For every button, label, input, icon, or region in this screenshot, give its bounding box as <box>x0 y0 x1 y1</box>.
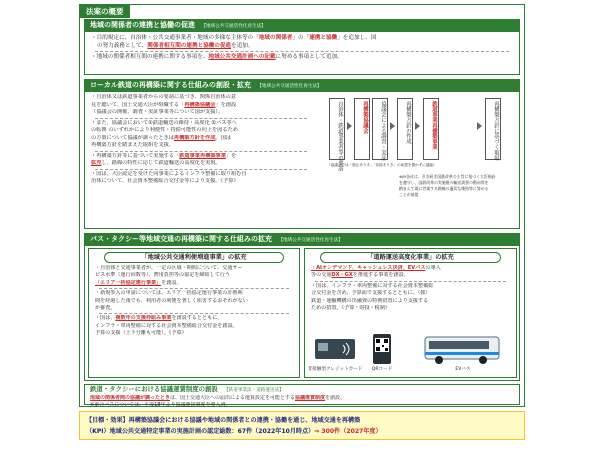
section-negotiated-fare <box>84 384 520 408</box>
body-line <box>91 109 311 117</box>
text: の努力義務として、 <box>97 43 148 50</box>
text: を創設。 <box>325 395 346 401</box>
qr-code-icon <box>367 333 397 365</box>
text: ・新規参入の申請については、エリア一括協定運行事業の計画期 <box>95 290 243 297</box>
flow-note: （協議会では「廃止ありき」「存続ありき」の前提を置かずに議論） <box>327 163 437 167</box>
body-line <box>91 160 311 168</box>
divider <box>95 151 307 152</box>
ev-bus-icon <box>423 333 503 365</box>
emphasis-text: 関係者相互間の連携と協働の促進 <box>147 43 232 50</box>
summary-frame <box>79 4 525 407</box>
section-law-note: 【地域公共交通活性化再生法】 <box>257 84 322 89</box>
body-line <box>91 127 311 135</box>
section-title <box>85 20 519 32</box>
text: を推進する事業を創設。 <box>352 272 409 279</box>
body-line <box>91 135 311 143</box>
emphasis-text: 「エリア一括協定運行事業」 <box>95 279 162 286</box>
goal-text: 【目標・効果】再構築協議会における協議や地域の関係者との連携・協働を通じ、地域交通を再構築 <box>86 417 361 424</box>
text: ※乗合バスについては、平成18年より協議運賃制度を導入済。 <box>90 401 231 408</box>
text: ・自治体又は鉄道事業者からの要請に基づき、関係自治体の意 <box>91 94 237 100</box>
emphasis-text: ・AIオンデマンド、キャッシュレス決済、EVバス <box>311 265 426 271</box>
text: 」を追加し、国 <box>337 35 377 41</box>
body-line <box>91 178 311 186</box>
text: 」の「 <box>292 35 310 41</box>
image-caption: 非接触型クレジットカード <box>307 367 363 372</box>
kpi-text: （KPI）地域公共交通特定事業の実施計画の認定総数：67件（2022年10月時点） <box>86 428 315 435</box>
text: し、路線の特性に応じて鉄道輸送の高度化を実現。 <box>101 160 221 167</box>
kpi-box <box>79 411 525 440</box>
section-law-note: 【地域公共交通活性化再生法】 <box>201 24 266 29</box>
flow-arrow <box>415 122 420 130</box>
section-title <box>85 80 519 92</box>
body-line <box>91 53 513 61</box>
divider <box>99 288 289 289</box>
text: は、国土交通大臣への届出による運賃設定を可能とする <box>170 395 296 401</box>
emphasis-text: 地域公共交通計画への記載 <box>208 54 276 61</box>
text: 踏まえて現に営業する路線の適切な維持等に努める <box>399 186 489 191</box>
text: 予算の支援（上下分離も可能）。《予算》 <box>95 330 187 336</box>
emphasis-text: 拡充 <box>91 160 102 167</box>
text: 鉄道・運輸機構の出融資の特例措置により支援する <box>311 297 429 304</box>
text: の導入 <box>425 265 441 271</box>
flow-arrow <box>477 122 482 130</box>
text: を創設するとともに、 <box>171 315 223 322</box>
kpi-target: ⇒ 300件（2027年度） <box>314 428 382 435</box>
section-collaboration <box>84 19 520 75</box>
subsection-body <box>89 265 299 338</box>
divider <box>95 51 509 52</box>
body-line <box>91 34 513 42</box>
emphasis-text: DX・GX <box>331 272 353 279</box>
body-line <box>91 102 311 110</box>
body-line <box>311 265 510 272</box>
body-line <box>311 272 510 279</box>
emphasis-text: 鉄道事業再構築事業 <box>179 152 226 159</box>
body-line <box>95 315 293 322</box>
text: の方策について協議が調ったときは <box>91 134 174 141</box>
text: 。国は <box>215 134 231 141</box>
text: ・また、協議会において①鉄道輸送の維持・高度化 ②バス等へ <box>91 119 237 126</box>
text: 見を聴いて、国土交通大臣が組織する「 <box>91 101 185 108</box>
divider <box>99 313 289 314</box>
subsection-title: 「地域公共交通利便増進事業」の拡充 <box>104 252 285 263</box>
text: 合交付金を含め、予算面で支援するとともに、（独） <box>311 290 431 297</box>
subsection-title: 「道路運送高度化事業」の拡充 <box>320 252 501 263</box>
body-line <box>91 142 311 150</box>
section-law-note: 【鉄道事業法・道路運送法】 <box>224 388 284 393</box>
divider <box>315 281 506 282</box>
emphasis-text: 再構築方針を作成 <box>173 134 216 141</box>
section-body <box>85 92 317 187</box>
section-title <box>85 385 519 395</box>
section-body <box>85 395 519 408</box>
text: 」を <box>225 152 237 159</box>
body-line <box>91 120 311 128</box>
text: ※JR各社は、引き続き国鉄改革の主旨に基づく大臣指針 <box>399 174 496 179</box>
kpi-line <box>86 426 518 437</box>
text: 」を創設 <box>215 101 237 108</box>
flow-step-policy: 再構築方針の作成 <box>397 98 413 160</box>
text: を遵守し、国鉄改革の実施後の輸送需要の動向等を <box>399 180 489 185</box>
text: ・再構築方針等に基づいて実施する「 <box>91 152 180 159</box>
image-caption: EVバス <box>455 367 471 372</box>
section-title-text: 地域の関係者の連携と協働の促進 <box>90 21 195 29</box>
text: （協議会の開催、調査・実証事業等について国が支援）。 <box>91 109 224 116</box>
text: ・国は、 <box>95 315 116 322</box>
text: ・地域の関係者相互間の連携に関する事項を、 <box>91 54 209 61</box>
text: 治体について、社会資本整備総合交付金等により支援。《予算》 <box>91 178 239 185</box>
text: を追加。 <box>231 43 254 50</box>
text: を創設。 <box>161 279 182 286</box>
text: ・国は、インフラ・車両整備に対する社会資本整備総 <box>311 282 434 289</box>
section-law-note: 【地域公共交通活性化再生法】 <box>278 238 343 243</box>
emphasis-text: 連携と協働 <box>309 35 338 41</box>
body-line <box>95 280 293 287</box>
section-rail-restructuring <box>84 79 520 229</box>
emphasis-text: 地域の関係者 <box>258 35 293 41</box>
section-title-text: ローカル鉄道の再構築に関する仕組みの創設・拡充 <box>90 81 251 89</box>
body-line <box>91 171 311 179</box>
flow-arrow <box>390 122 395 130</box>
text: に努める事項として追加。 <box>275 54 343 61</box>
flow-step-council: 再構築協議会 <box>354 98 370 160</box>
jr-note <box>399 174 517 198</box>
flow-arrow <box>347 122 352 130</box>
emphasis-text: 協議運賃制度 <box>295 395 326 401</box>
text: ビス水準（運行回数等）、費用負担等の協定を締結して行う <box>95 272 230 279</box>
section-title-text: バス・タクシー等地域交通の再構築に関する仕組みの拡充 <box>90 235 272 243</box>
text: ための措置。《予算・財投・税制》 <box>311 304 390 311</box>
text: ・目的規定に、自治体・公共交通事業者・地域の多様な主体等の「 <box>91 35 259 41</box>
section-tag: 法案の概要 <box>80 5 130 18</box>
restructuring-flow-diagram <box>325 92 517 226</box>
body-line <box>91 42 513 50</box>
flow-step-survey: 協議会による調査・実証 <box>372 98 388 160</box>
emphasis-text: 再構築協議会 <box>184 101 216 108</box>
body-line <box>91 153 311 161</box>
section-bus-taxi <box>84 233 520 381</box>
text: インフラ・車両整備に対する社会資本整備総合交付金を創設。 <box>95 322 238 329</box>
text: 間を経過した後でも、利用者の利便を著しく阻害するおそれがない <box>95 297 248 304</box>
convenience-project-box <box>88 248 300 378</box>
text: 再構築方針を踏まえた取組を支援。 <box>91 142 175 149</box>
subsection-body <box>305 265 516 313</box>
text: か審査。 <box>95 304 116 311</box>
image-caption: QRコード <box>371 367 393 372</box>
divider <box>95 118 307 119</box>
text: ・国は、大臣認定を受けた同事業によるインフラ整備に取り組む自 <box>91 170 247 177</box>
divider <box>95 169 307 170</box>
body-line <box>91 94 311 102</box>
section-title-text: 鉄道・タクシーにおける協議運賃制度の創設 <box>90 385 218 393</box>
flow-step-request: 自治体・鉄道事業者等の要請 <box>329 98 345 160</box>
text: ことが前提 <box>399 192 419 197</box>
section-title <box>85 234 519 246</box>
text: ・自治体と交通事業者が、一定の区域・期間について、交通サー <box>95 265 243 271</box>
flow-step-rail-project: 鉄道事業再構築事業 <box>423 98 439 160</box>
emphasis-text: 地域の関係者間の協議が調ったとき <box>90 395 171 401</box>
credit-card-icon <box>313 335 357 365</box>
section-body <box>85 32 519 62</box>
text: の転換 のいずれかにより利便性・持続可能性の向上を図るため <box>91 127 238 134</box>
road-transport-project-box <box>304 248 517 378</box>
flow-step-implementation: 再構築方針に基づく取組 <box>485 98 501 160</box>
emphasis-text: 複数年の支援枠組み事業 <box>115 315 172 322</box>
text: 等の交通 <box>311 272 332 279</box>
